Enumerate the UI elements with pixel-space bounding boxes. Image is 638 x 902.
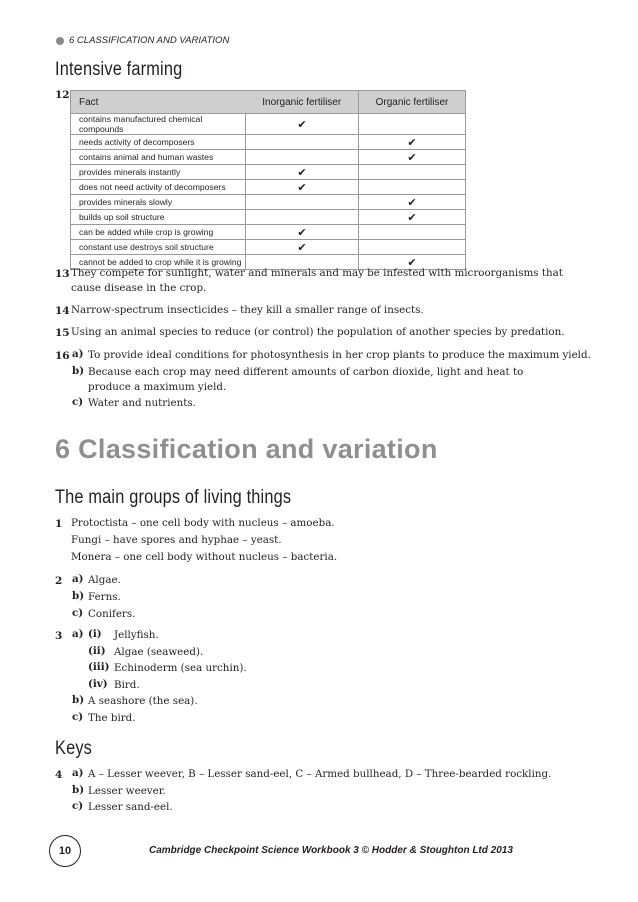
table-cell-organic — [359, 240, 466, 255]
answer-text: Monera – one cell body without nucleus – bacteria. — [71, 551, 338, 563]
bullet-dot-icon — [56, 37, 64, 45]
table-header-organic: Organic fertiliser — [359, 91, 466, 114]
question-number: 2 — [55, 575, 63, 587]
table-cell-fact: contains manufactured chemical compounds — [71, 114, 246, 135]
answer-text: Fungi – have spores and hyphae – yeast. — [71, 534, 282, 546]
subpart-label: (ii) — [88, 645, 106, 657]
fertiliser-table — [70, 90, 466, 270]
table-cell-organic — [359, 180, 466, 195]
table-row — [71, 210, 466, 225]
table-cell-fact: contains animal and human wastes — [71, 150, 246, 165]
running-head — [56, 35, 229, 46]
part-label: b) — [72, 590, 85, 602]
table-cell-organic: ✔ — [359, 255, 466, 270]
table-cell-fact: provides minerals instantly — [71, 165, 246, 180]
question-number: 15 — [55, 327, 70, 339]
question-number: 4 — [55, 769, 63, 781]
table-header-inorganic: Inorganic fertiliser — [246, 91, 359, 114]
table-cell-fact: does not need activity of decomposers — [71, 180, 246, 195]
answer-text: Narrow-spectrum insecticides – they kill a smaller range of insects. — [71, 304, 424, 316]
table-row — [71, 195, 466, 210]
part-label: c) — [72, 396, 84, 408]
part-label: a) — [72, 767, 84, 779]
question-number: 13 — [55, 268, 70, 280]
table-header-fact: Fact — [71, 91, 246, 114]
table-cell-fact: needs activity of decomposers — [71, 135, 246, 150]
answer-text: A seashore (the sea). — [88, 695, 198, 707]
table-cell-inorganic — [246, 210, 359, 225]
part-label: a) — [72, 573, 84, 585]
question-number: 16 — [55, 350, 70, 362]
answer-text: Bird. — [114, 679, 140, 691]
table-row — [71, 225, 466, 240]
running-head-text: 6 CLASSIFICATION AND VARIATION — [69, 35, 230, 46]
table-cell-organic — [359, 165, 466, 180]
table-cell-organic: ✔ — [359, 195, 466, 210]
table-cell-fact: can be added while crop is growing — [71, 225, 246, 240]
answer-text: Lesser sand-eel. — [88, 801, 173, 813]
table-cell-organic — [359, 114, 466, 135]
question-number: 1 — [55, 518, 63, 530]
part-label: a) — [72, 348, 84, 360]
table-cell-inorganic: ✔ — [246, 114, 359, 135]
table-cell-inorganic — [246, 150, 359, 165]
answer-text: To provide ideal conditions for photosynthesis in her crop plants to produce the maximum yield. — [88, 349, 591, 361]
answer-text: Ferns. — [88, 591, 121, 603]
table-cell-organic: ✔ — [359, 135, 466, 150]
page-number: 10 — [49, 835, 81, 867]
table-row — [71, 165, 466, 180]
table-row — [71, 180, 466, 195]
table-cell-fact: constant use destroys soil structure — [71, 240, 246, 255]
table-cell-fact: cannot be added to crop while it is growing — [71, 255, 246, 270]
answer-text: Algae (seaweed). — [114, 646, 204, 658]
part-label: b) — [72, 365, 85, 377]
subpart-label: (iv) — [88, 678, 108, 690]
answer-text: Lesser weever. — [88, 785, 166, 797]
table-header-row — [71, 91, 466, 114]
question-number: 3 — [55, 630, 63, 642]
answer-text: Using an animal species to reduce (or control) the population of another species by predation. — [71, 326, 565, 338]
answer-text: Protoctista – one cell body with nucleus – amoeba. — [71, 517, 335, 529]
table-row — [71, 114, 466, 135]
table-cell-organic: ✔ — [359, 210, 466, 225]
table-cell-inorganic — [246, 195, 359, 210]
subpart-label: (i) — [88, 628, 102, 640]
answer-text: A – Lesser weever, B – Lesser sand-eel, C – Armed bullhead, D – Three-bearded rockling. — [88, 768, 552, 780]
section-title-main-groups: The main groups of living things — [55, 487, 292, 508]
answer-text: Water and nutrients. — [88, 397, 196, 409]
table-cell-organic: ✔ — [359, 150, 466, 165]
part-label: b) — [72, 784, 85, 796]
table-cell-fact: provides minerals slowly — [71, 195, 246, 210]
footer-credit: Cambridge Checkpoint Science Workbook 3 © Hodder & Stoughton Ltd 2013 — [149, 845, 513, 856]
answer-text: The bird. — [88, 712, 136, 724]
chapter-title: 6 Classification and variation — [55, 434, 438, 464]
subpart-label: (iii) — [88, 661, 110, 673]
table-cell-organic — [359, 225, 466, 240]
section-title-intensive-farming: Intensive farming — [55, 59, 183, 80]
part-label: b) — [72, 694, 85, 706]
part-label: c) — [72, 607, 84, 619]
answer-text: Echinoderm (sea urchin). — [114, 662, 247, 674]
section-title-keys: Keys — [55, 738, 93, 759]
question-number: 14 — [55, 305, 70, 317]
part-label: c) — [72, 800, 84, 812]
question-number: 12 — [55, 89, 70, 101]
table-cell-inorganic: ✔ — [246, 180, 359, 195]
answer-text: They compete for sunlight, water and minerals and may be infested with microorganisms that cause disease in the crop. — [71, 267, 563, 294]
table-row — [71, 150, 466, 165]
table-row — [71, 135, 466, 150]
part-label: c) — [72, 711, 84, 723]
answer-text: Because each crop may need different amounts of carbon dioxide, light and heat to produce a maximum yield. — [88, 366, 524, 393]
table-cell-inorganic: ✔ — [246, 240, 359, 255]
table-cell-inorganic — [246, 135, 359, 150]
table-cell-inorganic: ✔ — [246, 225, 359, 240]
part-label: a) — [72, 628, 84, 640]
table-row — [71, 240, 466, 255]
answer-text: Conifers. — [88, 608, 136, 620]
table-cell-inorganic: ✔ — [246, 165, 359, 180]
table-cell-fact: builds up soil structure — [71, 210, 246, 225]
answer-text: Jellyfish. — [114, 629, 159, 641]
answer-text: Algae. — [88, 574, 121, 586]
